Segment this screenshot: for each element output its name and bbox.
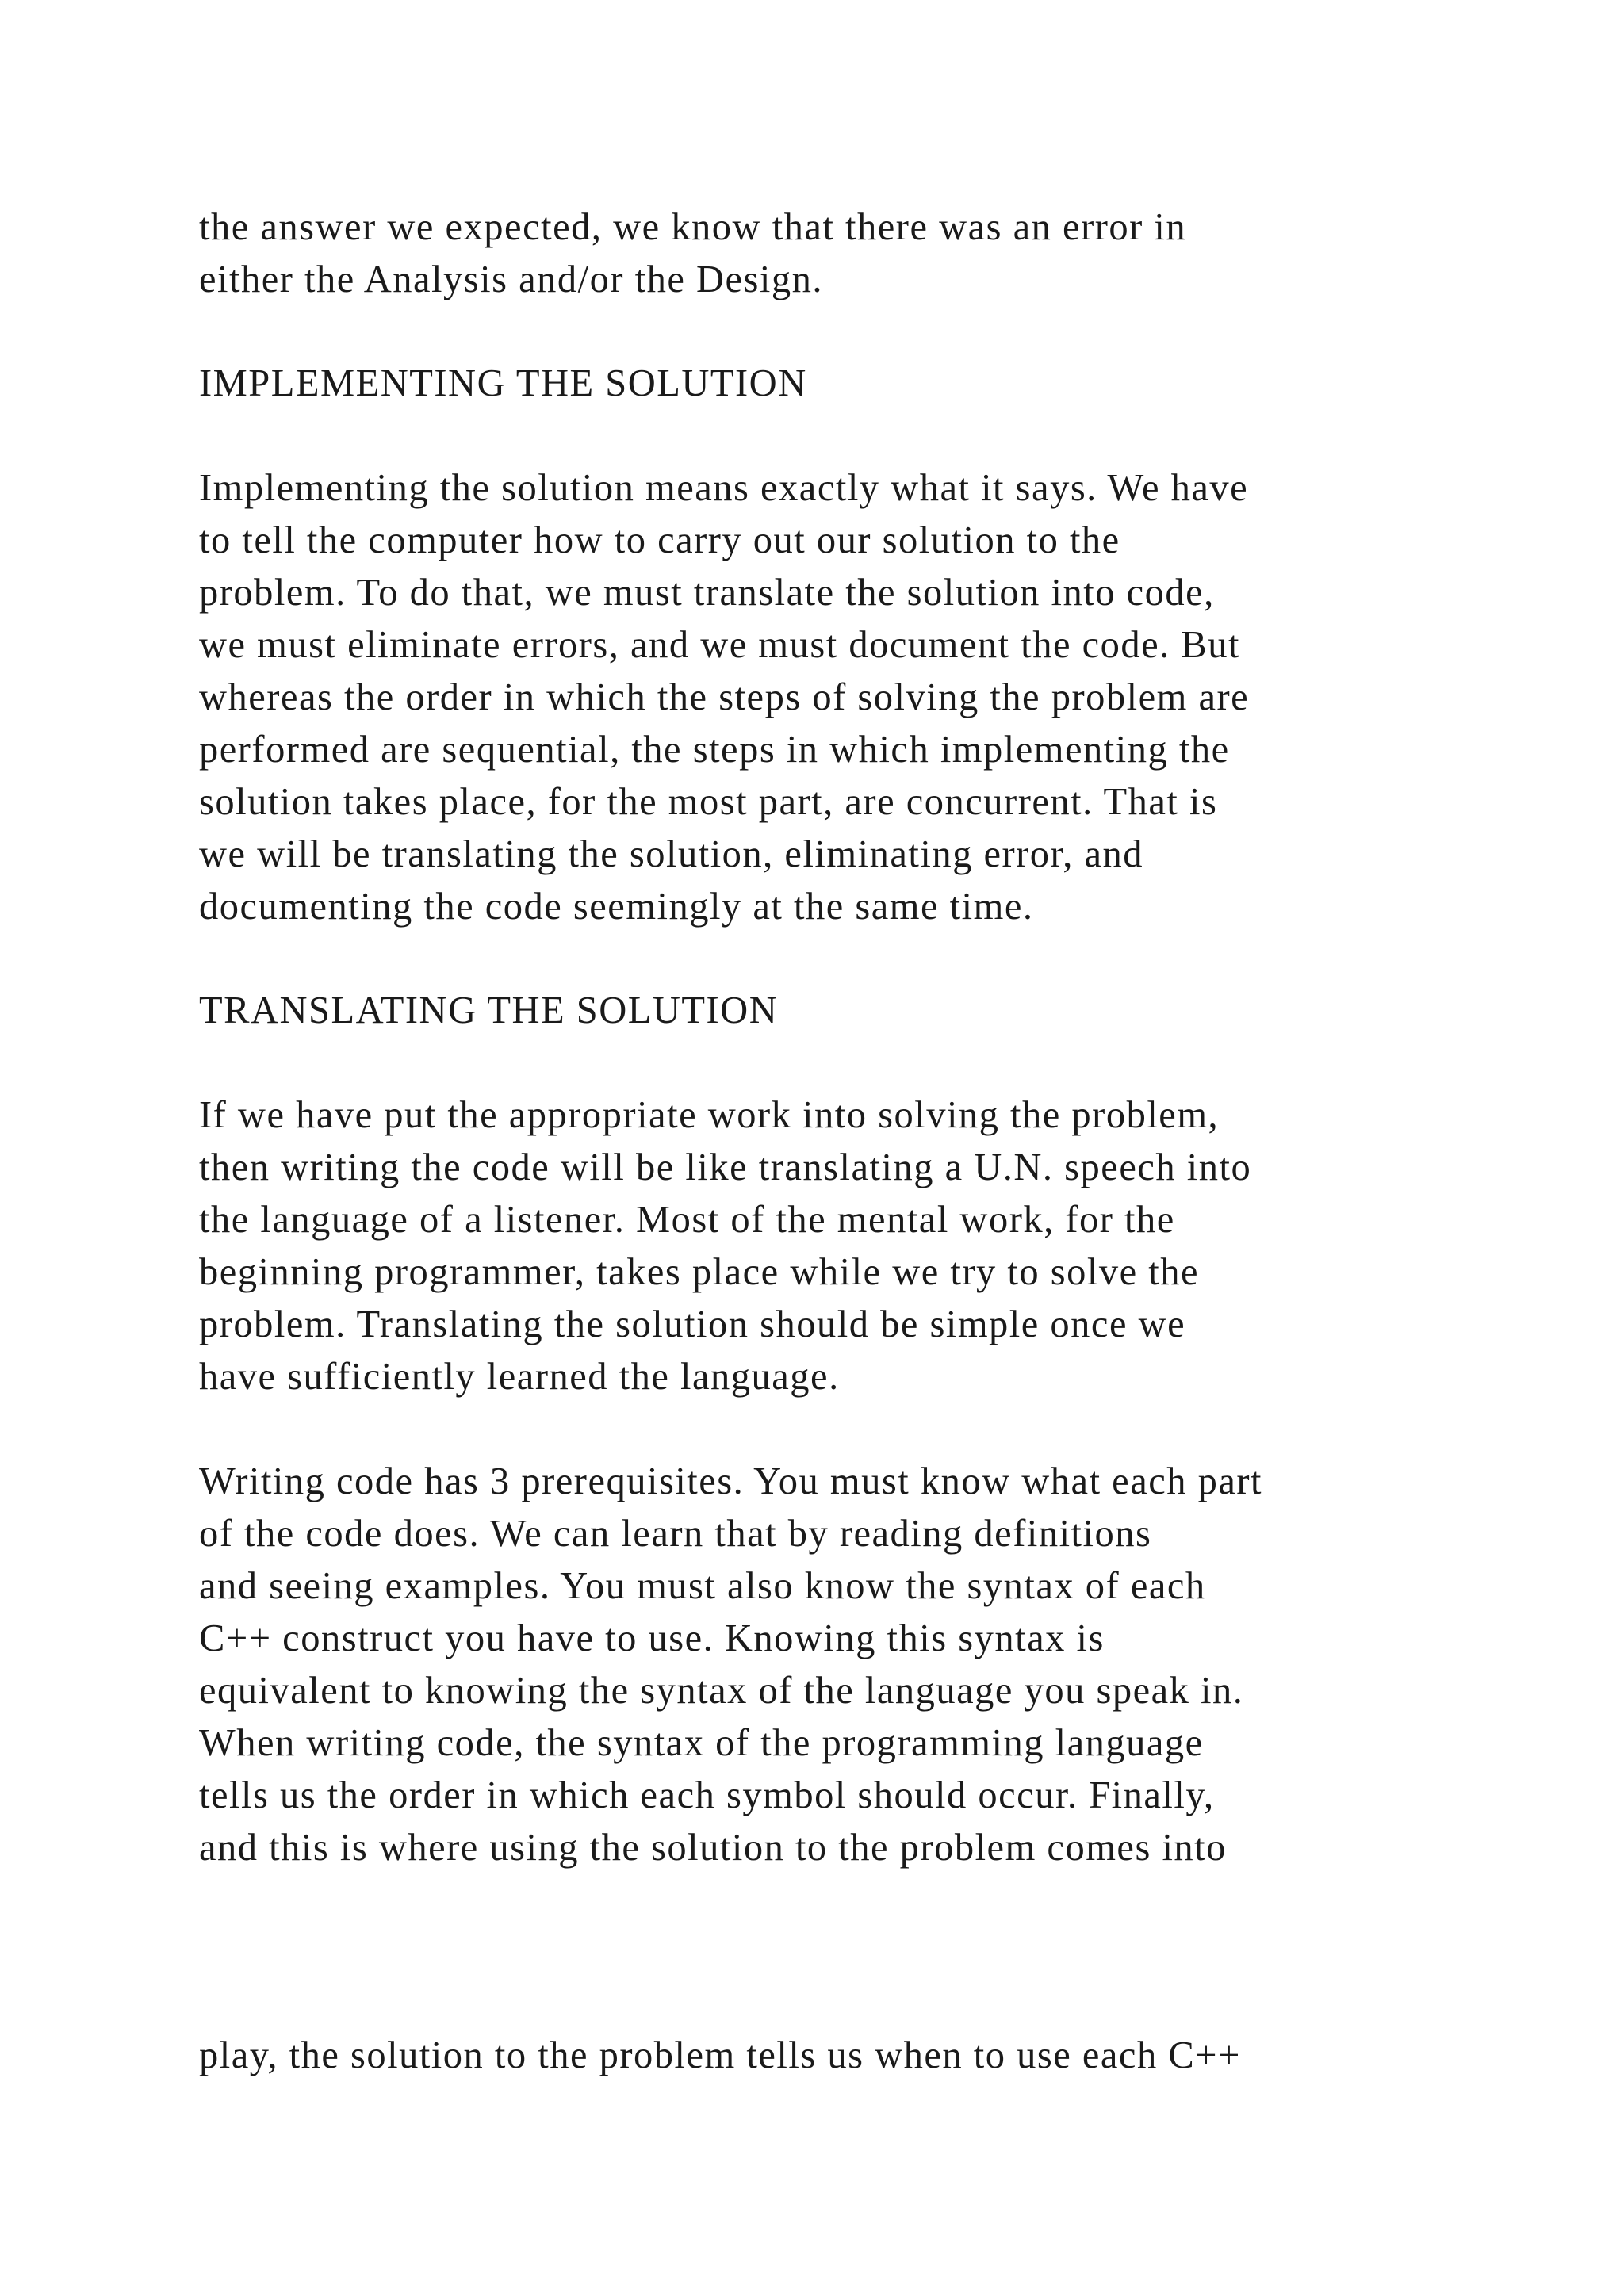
paragraph-line: Implementing the solution means exactly what it says. We have bbox=[199, 467, 1249, 509]
paragraph-line: we must eliminate errors, and we must document the code. But bbox=[199, 624, 1240, 666]
paragraph-line: and seeing examples. You must also know the syntax of each bbox=[199, 1565, 1206, 1607]
paragraph-line: If we have put the appropriate work into solving the problem, bbox=[199, 1094, 1220, 1136]
paragraph-line: equivalent to knowing the syntax of the language you speak in. bbox=[199, 1670, 1244, 1712]
paragraph-line: we will be translating the solution, eliminating error, and bbox=[199, 833, 1144, 875]
paragraph-line: Writing code has 3 prerequisites. You must know what each part bbox=[199, 1460, 1263, 1502]
paragraph-line: documenting the code seemingly at the same time. bbox=[199, 886, 1034, 928]
section-heading-translating: TRANSLATING THE SOLUTION bbox=[199, 989, 779, 1031]
paragraph-line: whereas the order in which the steps of solving the problem are bbox=[199, 676, 1250, 718]
paragraph-line: the answer we expected, we know that there was an error in bbox=[199, 206, 1187, 248]
paragraph-line: tells us the order in which each symbol should occur. Finally, bbox=[199, 1774, 1215, 1816]
paragraph-line: have sufficiently learned the language. bbox=[199, 1356, 840, 1398]
section-heading-implementing: IMPLEMENTING THE SOLUTION bbox=[199, 362, 807, 404]
paragraph-line: play, the solution to the problem tells us when to use each C++ bbox=[199, 2034, 1241, 2076]
paragraph-line: either the Analysis and/or the Design. bbox=[199, 258, 824, 300]
paragraph-line: performed are sequential, the steps in which implementing the bbox=[199, 729, 1230, 771]
paragraph-line: When writing code, the syntax of the programming language bbox=[199, 1722, 1204, 1764]
paragraph-line: problem. To do that, we must translate the solution into code, bbox=[199, 572, 1215, 614]
paragraph-line: to tell the computer how to carry out our solution to the bbox=[199, 519, 1120, 561]
paragraph-line: beginning programmer, takes place while we try to solve the bbox=[199, 1251, 1199, 1293]
paragraph-line: solution takes place, for the most part, are concurrent. That is bbox=[199, 781, 1218, 823]
paragraph-line: the language of a listener. Most of the mental work, for the bbox=[199, 1199, 1175, 1241]
paragraph-line: and this is where using the solution to the problem comes into bbox=[199, 1827, 1227, 1869]
paragraph-line: C++ construct you have to use. Knowing this syntax is bbox=[199, 1617, 1105, 1659]
paragraph-line: then writing the code will be like translating a U.N. speech into bbox=[199, 1146, 1252, 1188]
paragraph-line: of the code does. We can learn that by reading definitions bbox=[199, 1513, 1152, 1555]
paragraph-line: problem. Translating the solution should be simple once we bbox=[199, 1303, 1186, 1345]
